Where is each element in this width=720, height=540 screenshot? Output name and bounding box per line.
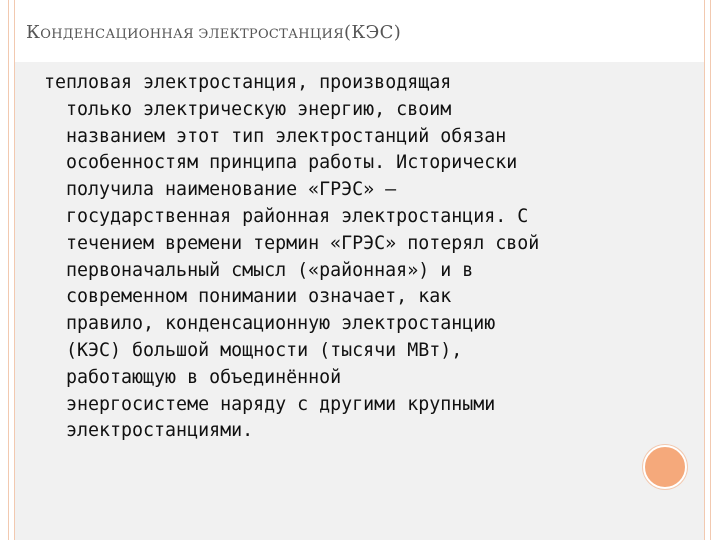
body-line: энергосистеме наряду с другими крупными bbox=[66, 393, 496, 415]
body-line: современном понимании означает, как bbox=[66, 286, 452, 308]
left-border-outer bbox=[8, 0, 9, 540]
body-line: первоначальный смысл («районная») и в bbox=[66, 259, 474, 281]
slide-body bbox=[44, 70, 629, 445]
body-line: названием этот тип электростанций обязан bbox=[66, 125, 507, 147]
body-line: течением времени термин «ГРЭС» потерял свой bbox=[66, 232, 540, 254]
body-line: (КЭС) большой мощности (тысячи МВт), bbox=[66, 339, 463, 361]
title-first-letter: К bbox=[26, 22, 41, 43]
slide-title bbox=[26, 22, 401, 43]
decorative-circle-icon bbox=[643, 445, 687, 489]
body-line: получила наименование «ГРЭС» — bbox=[66, 179, 397, 201]
right-border-outer bbox=[710, 0, 711, 540]
body-line: правило, конденсационную электростанцию bbox=[66, 313, 496, 335]
right-border-inner bbox=[704, 0, 705, 540]
left-border-inner bbox=[14, 0, 15, 540]
body-line: работающую в объединённой bbox=[66, 366, 342, 388]
title-abbreviation: (КЭС) bbox=[344, 22, 402, 43]
body-line: электростанциями. bbox=[66, 420, 254, 442]
title-main: ОНДЕНСАЦИОННАЯ ЭЛЕКТРОСТАНЦИЯ bbox=[40, 27, 344, 42]
body-line: государственная районная электростанция. С bbox=[66, 205, 529, 227]
body-line: только электрическую энергию, своим bbox=[66, 98, 452, 120]
body-line: особенностям принципа работы. Исторически bbox=[66, 152, 518, 174]
body-line: тепловая электростанция, производящая bbox=[44, 72, 452, 93]
